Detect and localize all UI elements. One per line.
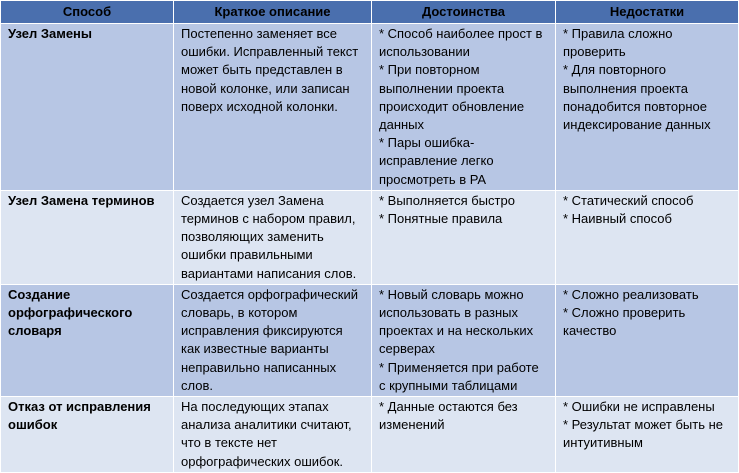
- cell-text-line: проектах и на нескольких: [379, 323, 534, 339]
- cell-text-line: исправление легко: [379, 153, 494, 169]
- cell-text-line: изменений: [379, 417, 445, 433]
- cell-text-line: использовании: [379, 44, 470, 60]
- cell-description: [174, 397, 372, 473]
- cell-text-line: использовать в разных: [379, 305, 519, 321]
- cell-text-line: ошибки правильными: [181, 247, 313, 263]
- cell-text-line: На последующих этапах: [181, 399, 329, 415]
- cell-advantages: [372, 190, 556, 284]
- cell-text-line: * Сложно проверить: [563, 305, 686, 321]
- cell-description: [174, 284, 372, 396]
- header-method: Способ: [1, 1, 174, 24]
- cell-text-line: просмотреть в PA: [379, 171, 487, 187]
- cell-text-line: * При повторном: [379, 62, 480, 78]
- cell-description: [174, 190, 372, 284]
- cell-disadvantages: [556, 24, 739, 191]
- header-disadvantages: Недостатки: [556, 1, 739, 24]
- cell-text-line: * Наивный способ: [563, 211, 672, 227]
- cell-text-line: * Выполняется быстро: [379, 192, 515, 208]
- cell-text-line: новой колонке, или записан: [181, 80, 350, 96]
- cell-text-line: данных: [379, 117, 425, 133]
- cell-method: [1, 24, 174, 191]
- cell-text-line: выполнения проекта: [563, 80, 688, 96]
- cell-text-line: * Данные остаются без: [379, 399, 518, 415]
- cell-text-line: Постепенно заменяет все: [181, 26, 338, 41]
- cell-text-line: что в тексте нет: [181, 435, 277, 451]
- cell-text-line: ошибки. Исправленный текст: [181, 44, 359, 60]
- cell-text-line: * Способ наиболее прост в: [379, 26, 543, 41]
- cell-text-line: Создается узел Замена: [181, 192, 324, 208]
- cell-disadvantages: [556, 397, 739, 473]
- cell-description: [174, 24, 372, 191]
- cell-advantages: [372, 24, 556, 191]
- cell-text-line: анализа аналитики считают,: [181, 417, 352, 433]
- cell-text-line: выполнении проекта: [379, 80, 505, 96]
- cell-text-line: * Ошибки не исправлены: [563, 399, 715, 415]
- cell-text-line: * Понятные правила: [379, 211, 503, 227]
- cell-method: [1, 190, 174, 284]
- cell-text-line: индексирование данных: [563, 117, 711, 133]
- cell-text-line: словарь, в котором: [181, 305, 298, 321]
- cell-text-line: терминов с набором правил,: [181, 211, 356, 227]
- cell-method: [1, 397, 174, 473]
- table-row: [1, 190, 739, 284]
- cell-text-line: орфографических ошибок.: [181, 453, 344, 469]
- cell-text-line: слов.: [181, 377, 213, 393]
- cell-text-line: орфографического: [8, 305, 133, 321]
- cell-text-line: качество: [563, 323, 617, 339]
- cell-text-line: * Пары ошибка-: [379, 135, 475, 151]
- cell-text-line: вариантами написания слов.: [181, 265, 357, 281]
- cell-advantages: [372, 397, 556, 473]
- table-row: [1, 397, 739, 473]
- cell-text-line: * Статический способ: [563, 192, 694, 208]
- cell-text-line: Создание: [8, 286, 71, 302]
- cell-method: [1, 284, 174, 396]
- table-body: [1, 24, 739, 473]
- cell-text-line: поверх исходной колонки.: [181, 98, 338, 114]
- table-row: [1, 284, 739, 396]
- cell-text-line: с крупными таблицами: [379, 377, 518, 393]
- cell-text-line: интуитивным: [563, 435, 643, 451]
- cell-text-line: * Сложно реализовать: [563, 286, 699, 302]
- cell-text-line: * Для повторного: [563, 62, 666, 78]
- cell-text-line: происходит обновление: [379, 98, 525, 114]
- cell-disadvantages: [556, 284, 739, 396]
- cell-text-line: словаря: [8, 323, 62, 339]
- cell-text-line: исправления фиксируются: [181, 323, 343, 339]
- cell-text-line: понадобится повторное: [563, 98, 707, 114]
- cell-text-line: проверить: [563, 44, 626, 60]
- table-row: [1, 24, 739, 191]
- cell-text-line: Отказ от исправления: [8, 399, 151, 415]
- cell-text-line: Узел Замены: [8, 26, 93, 41]
- cell-text-line: серверах: [379, 341, 435, 357]
- cell-text-line: Узел Замена терминов: [8, 192, 155, 208]
- cell-text-line: * Результат может быть не: [563, 417, 724, 433]
- cell-text-line: как известные варианты: [181, 341, 329, 357]
- header-advantages: Достоинства: [372, 1, 556, 24]
- cell-text-line: * Новый словарь можно: [379, 286, 524, 302]
- cell-text-line: позволяющих заменить: [181, 229, 324, 245]
- cell-text-line: * Правила сложно: [563, 26, 673, 41]
- cell-text-line: ошибок: [8, 417, 58, 433]
- cell-disadvantages: [556, 190, 739, 284]
- cell-text-line: Создается орфографический: [181, 286, 358, 302]
- cell-advantages: [372, 284, 556, 396]
- cell-text-line: * Применяется при работе: [379, 359, 539, 375]
- header-description: Краткое описание: [174, 1, 372, 24]
- header-row: [1, 1, 739, 24]
- cell-text-line: неправильно написанных: [181, 359, 337, 375]
- cell-text-line: может быть представлен в: [181, 62, 343, 78]
